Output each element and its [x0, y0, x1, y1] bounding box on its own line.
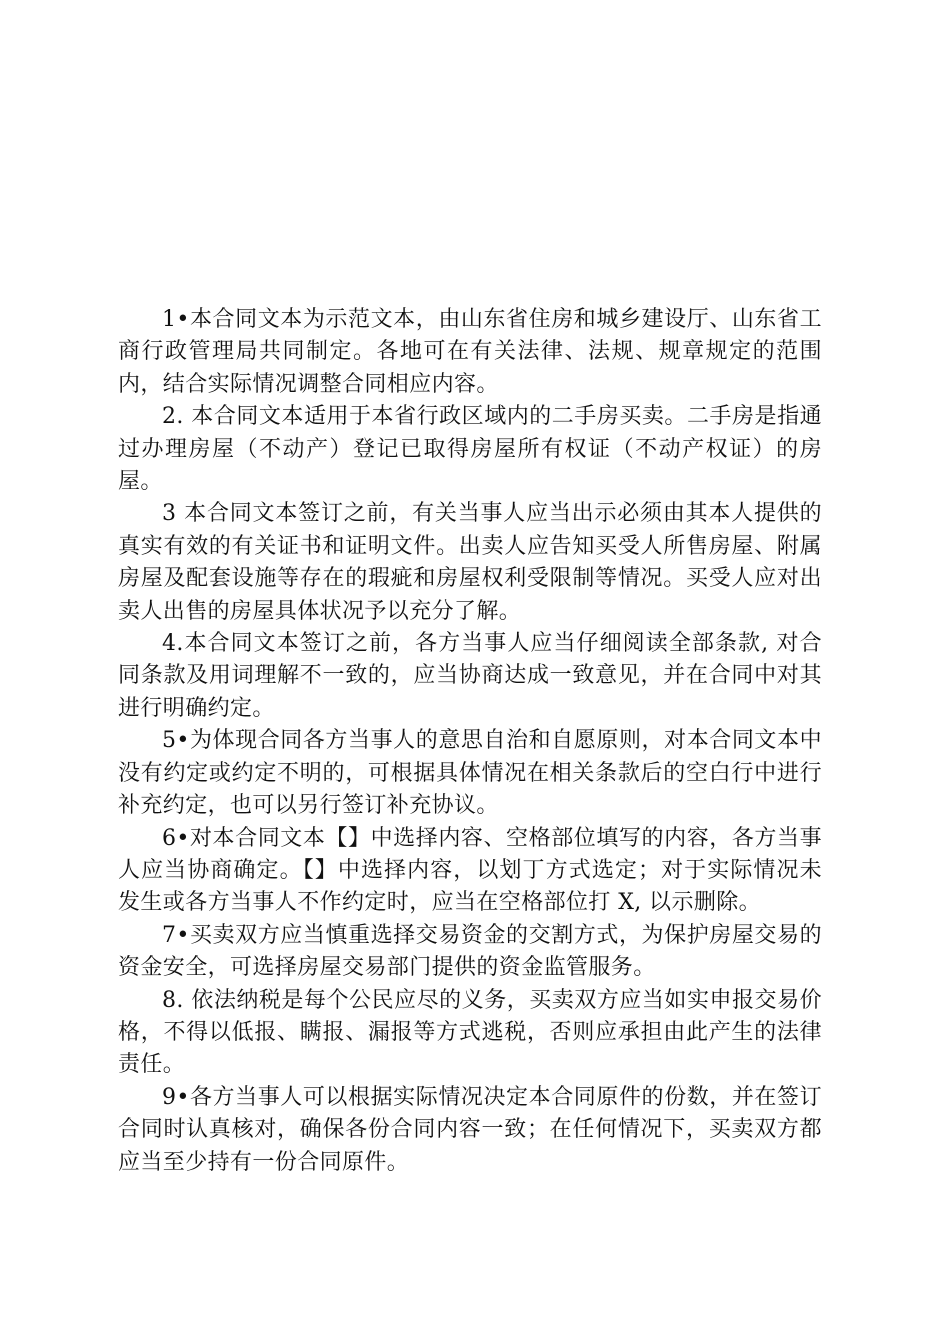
paragraph-6: 6•对本合同文本【】中选择内容、空格部位填写的内容，各方当事人应当协商确定。【】中选择内容，以划丁方式选定；对于实际情况未发生或各方当事人不作约定时，应当在空格部位打 X, 以示删除。	[118, 825, 822, 916]
paragraph-2: 2. 本合同文本适用于本省行政区域内的二手房买卖。二手房是指通过办理房屋（不动产）登记已取得房屋所有权证（不动产权证）的房屋。	[118, 404, 822, 495]
paragraph-1: 1•本合同文本为示范文本，由山东省住房和城乡建设厅、山东省工商行政管理局共同制定。各地可在有关法律、法规、规章规定的范围内，结合实际情况调整合同相应内容。	[118, 307, 822, 397]
paragraph-8: 8. 依法纳税是每个公民应尽的义务，买卖双方应当如实申报交易价格，不得以低报、瞒报、漏报等方式逃税，否则应承担由此产生的法律责任。	[118, 987, 822, 1078]
paragraph-3: 3 本合同文本签订之前，有关当事人应当出示必须由其本人提供的真实有效的有关证书和证明文件。出卖人应告知买受人所售房屋、附属房屋及配套设施等存在的瑕疵和房屋权利受限制等情况。买受人应对出卖人出售的房屋具体状况予以充分了解。	[118, 501, 822, 624]
paragraph-4: 4.本合同文本签订之前，各方当事人应当仔细阅读全部条款, 对合同条款及用词理解不一致的，应当协商达成一致意见，并在合同中对其进行明确约定。	[118, 631, 822, 721]
paragraph-7: 7•买卖双方应当慎重选择交易资金的交割方式，为保护房屋交易的资金安全，可选择房屋交易部门提供的资金监管服务。	[118, 922, 822, 981]
paragraph-9: 9•各方当事人可以根据实际情况决定本合同原件的份数，并在签订合同时认真核对，确保各份合同内容一致；在任何情况下，买卖双方都应当至少持有一份合同原件。	[118, 1084, 822, 1175]
instructions-body	[118, 304, 822, 1179]
paragraph-5: 5•为体现合同各方当事人的意思自治和自愿原则，对本合同文本中没有约定或约定不明的，可根据具体情况在相关条款后的空白行中进行补充约定，也可以另行签订补充协议。	[118, 728, 822, 819]
